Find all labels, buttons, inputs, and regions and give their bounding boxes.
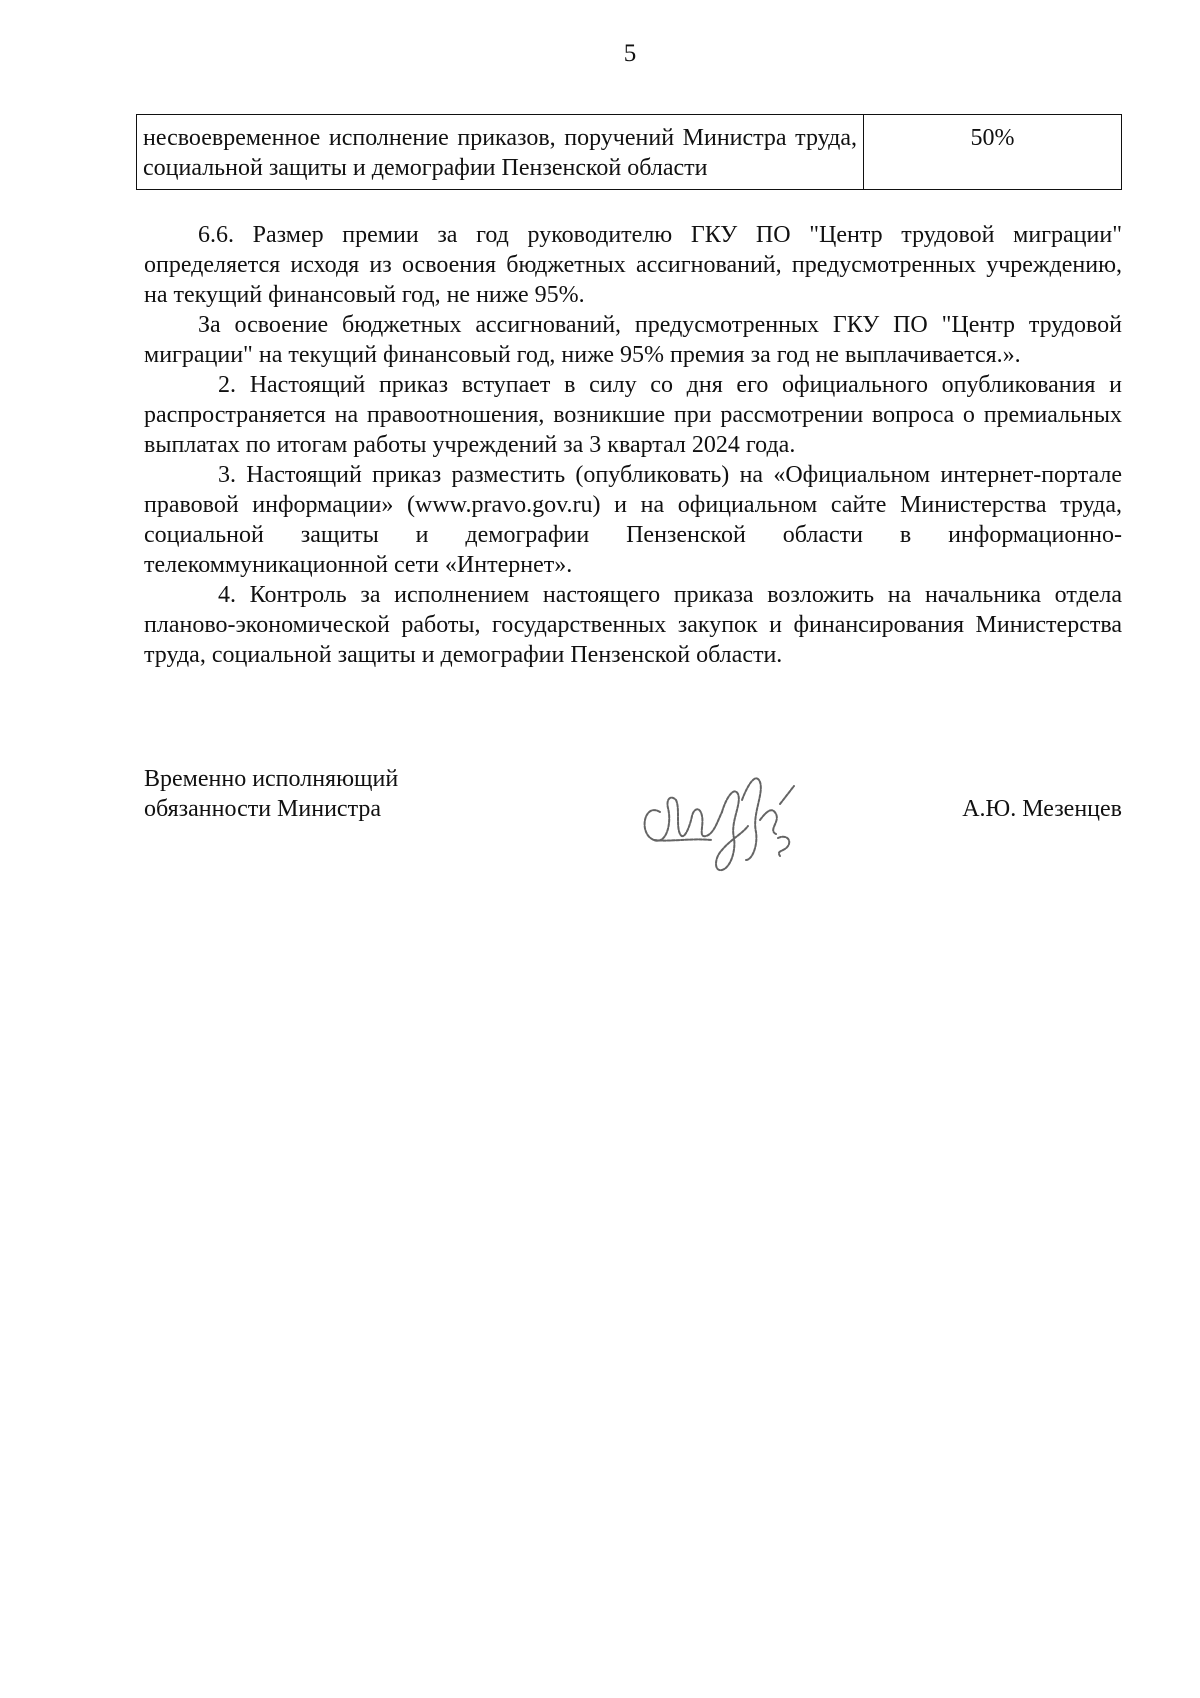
- paragraph-3-publication: 3. Настоящий приказ разместить (опубликовать) на «Официальном интернет-портале правовой информации» (www.pravo.gov.ru) и на официальном сайте Министерства труда, социальной защиты и демографии Пензенской области в информационно-телекоммуникационной сети «Интернет».: [144, 462, 1122, 578]
- criteria-table: [136, 114, 1122, 190]
- paragraph-4-control: 4. Контроль за исполнением настоящего приказа возложить на начальника отдела планово-экономической работы, государственных закупок и финансирования Министерства труда, социальной защиты и демографии Пензенской области.: [144, 582, 1122, 668]
- page-number: 5: [623, 40, 637, 67]
- handwritten-signature: [630, 742, 810, 882]
- signatory-position: [144, 764, 398, 824]
- table-row: [137, 115, 1122, 190]
- signatory-name: А.Ю. Мезенцев: [962, 796, 1122, 822]
- paragraph-2-effective-date: 2. Настоящий приказ вступает в силу со дня его официального опубликования и распространяется на правоотношения, возникшие при рассмотрении вопроса о премиальных выплатах по итогам работы учреждений за 3 квартал 2024 года.: [144, 372, 1122, 458]
- signatory-position-line-1: Временно исполняющий: [144, 766, 399, 792]
- table-cell-percent: 50%: [864, 115, 1122, 190]
- paragraph-6-6: 6.6. Размер премии за год руководителю ГКУ ПО "Центр трудовой миграции" определяется исходя из освоения бюджетных ассигнований, предусмотренных учреждению, на текущий финансовый год, не ниже 95%.: [144, 222, 1122, 308]
- signature-block: [144, 764, 1122, 884]
- document-body: [144, 220, 1122, 670]
- paragraph-budget-condition: За освоение бюджетных ассигнований, предусмотренных ГКУ ПО "Центр трудовой миграции" на текущий финансовый год, ниже 95% премия за год не выплачивается.».: [144, 312, 1122, 368]
- table-cell-criterion: несвоевременное исполнение приказов, поручений Министра труда, социальной защиты и демографии Пензенской области: [137, 115, 864, 190]
- signatory-position-line-2: обязанности Министра: [144, 796, 382, 822]
